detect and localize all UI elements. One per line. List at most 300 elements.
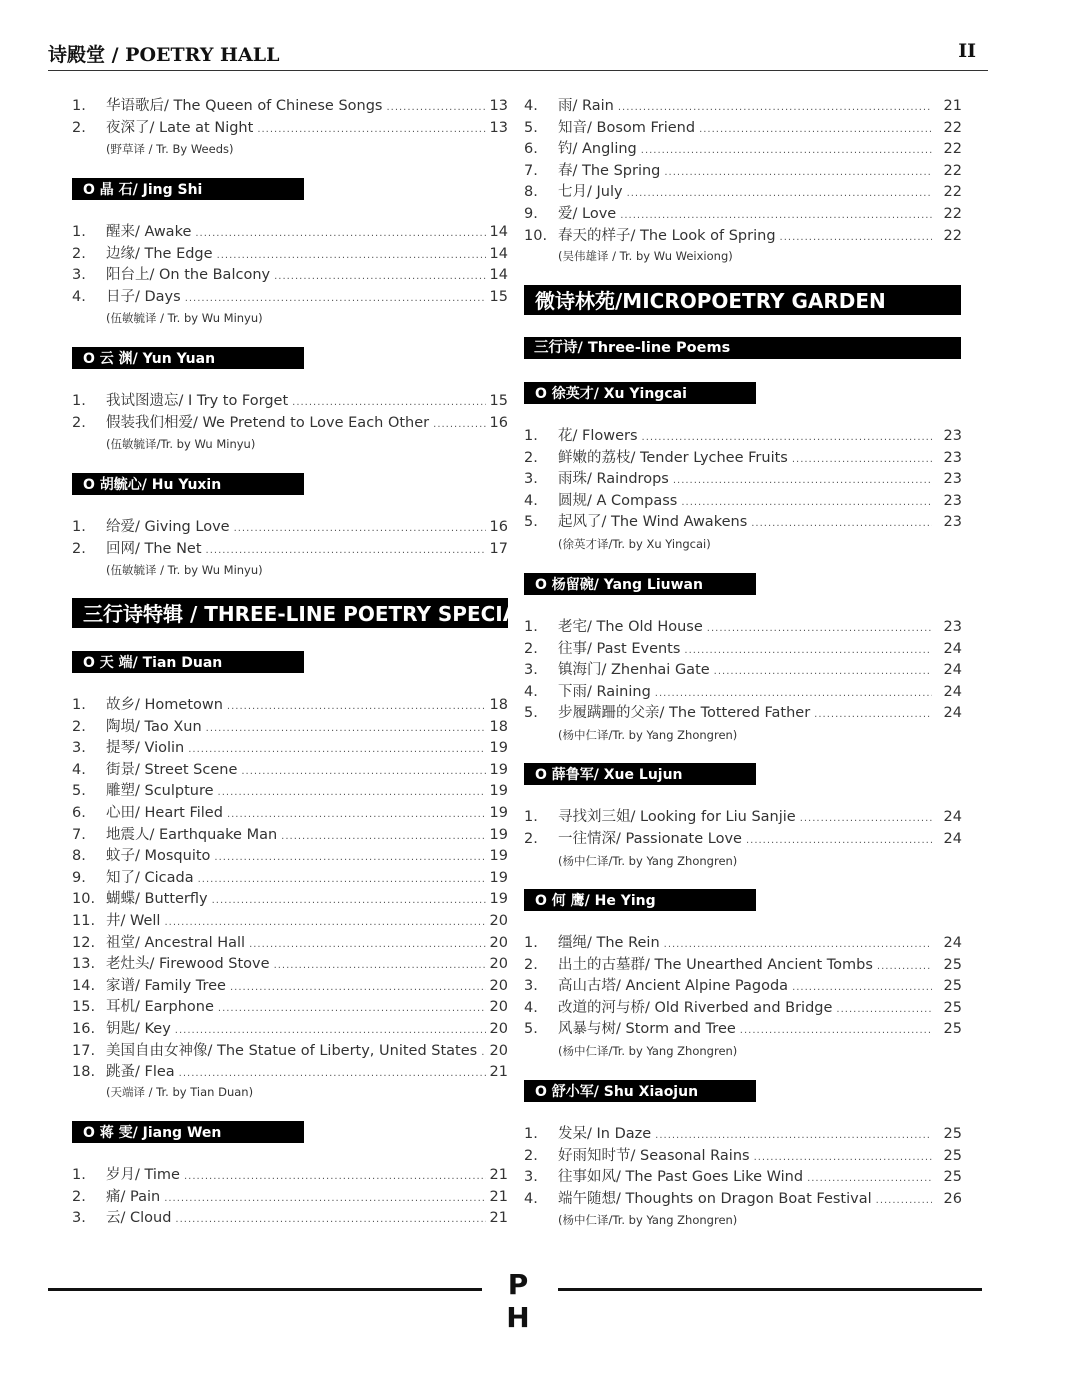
toc-entry[interactable] xyxy=(72,391,508,412)
toc-entry[interactable] xyxy=(524,204,962,225)
entry-page-number: 23 xyxy=(943,514,962,531)
entry-title: 祖堂/ Ancestral Hall xyxy=(106,934,246,951)
entry-title: 蚊子/ Mosquito xyxy=(106,848,211,865)
leader-dots xyxy=(241,761,485,782)
entry-number: 1. xyxy=(524,428,538,444)
author-heading-yunyuan: O 云 渊/ Yun Yuan xyxy=(72,347,304,369)
toc-entry[interactable] xyxy=(72,517,508,538)
entry-number: 7. xyxy=(524,162,538,179)
entry-number: 2. xyxy=(72,414,86,431)
entry-page-number: 18 xyxy=(489,697,508,713)
section-heading: 三行诗特辑 / THREE-LINE POETRY SPECIAL xyxy=(72,598,508,628)
entry-number: 2. xyxy=(72,718,86,735)
leader-dots xyxy=(185,288,486,309)
leader-dots xyxy=(792,449,932,470)
entry-title: 出土的古墓群/ The Unearthed Ancient Tombs xyxy=(558,956,873,973)
leader-dots xyxy=(198,869,486,890)
toc-entry[interactable] xyxy=(524,448,962,469)
leader-dots xyxy=(740,1020,932,1041)
leader-dots xyxy=(214,847,485,868)
entry-page-number: 22 xyxy=(943,206,962,222)
entry-page-number: 13 xyxy=(489,119,508,136)
entry-number: 14. xyxy=(72,977,96,994)
entry-title: 往事如风/ The Past Goes Like Wind xyxy=(558,1169,804,1186)
leader-dots xyxy=(751,513,932,534)
entry-title: 雕塑/ Sculpture xyxy=(106,783,214,800)
section-heading: 微诗林苑/MICROPOETRY GARDEN xyxy=(524,285,961,315)
toc-entry[interactable] xyxy=(524,512,962,533)
entry-number: 2. xyxy=(524,449,538,466)
leader-dots xyxy=(641,140,932,161)
entry-title: 雨珠/ Raindrops xyxy=(558,471,669,488)
entry-title: 春天的样子/ The Look of Spring xyxy=(558,227,776,244)
entry-title: 钓/ Angling xyxy=(558,141,637,158)
entry-page-number: 13 xyxy=(489,98,508,114)
leader-dots xyxy=(257,119,485,140)
entry-title: 云/ Cloud xyxy=(106,1210,172,1227)
author-heading-jiangwen: O 蒋 雯/ Jiang Wen xyxy=(72,1121,304,1143)
entry-page-number: 14 xyxy=(489,224,508,240)
entry-page-number: 16 xyxy=(489,519,508,535)
entry-title: 回网/ The Net xyxy=(106,540,202,557)
toc-entry[interactable] xyxy=(524,682,962,703)
toc-entry[interactable] xyxy=(72,539,508,560)
entry-page-number: 23 xyxy=(943,449,962,466)
leader-dots xyxy=(230,977,486,998)
entry-number: 10. xyxy=(524,227,548,244)
page-header xyxy=(48,38,988,71)
toc-entry[interactable] xyxy=(72,265,508,286)
leader-dots xyxy=(274,955,486,976)
leader-dots xyxy=(175,1209,485,1230)
entry-number: 2. xyxy=(524,956,538,973)
toc-entry[interactable] xyxy=(524,1146,962,1167)
entry-page-number: 19 xyxy=(489,740,508,757)
entry-page-number: 21 xyxy=(489,1064,508,1081)
toc-entry[interactable] xyxy=(524,807,962,828)
toc-entry[interactable] xyxy=(524,491,962,512)
entry-page-number: 21 xyxy=(489,1188,508,1205)
toc-entry[interactable] xyxy=(72,933,508,954)
entry-title: 美国自由女神像/ The Statue of Liberty, United States xyxy=(106,1042,478,1059)
entry-title: 知音/ Bosom Friend xyxy=(558,119,696,136)
leader-dots xyxy=(481,1042,485,1063)
toc-entry[interactable] xyxy=(72,889,508,910)
toc-entry[interactable] xyxy=(72,868,508,889)
translator-credit: (杨中仁译/Tr. by Yang Zhongren) xyxy=(558,854,738,868)
entry-title: 陶埙/ Tao Xun xyxy=(106,718,202,735)
toc-entry[interactable] xyxy=(524,976,962,997)
entry-number: 3. xyxy=(72,1210,86,1227)
entry-title: 边缘/ The Edge xyxy=(106,245,213,262)
entry-title: 知了/ Cicada xyxy=(106,869,194,886)
entry-page-number: 15 xyxy=(489,393,508,409)
leader-dots xyxy=(655,683,932,704)
entry-page-number: 19 xyxy=(489,761,508,778)
leader-dots xyxy=(664,934,932,955)
toc-entry[interactable] xyxy=(72,1019,508,1040)
entry-number: 3. xyxy=(524,662,538,679)
entry-title: 华语歌后/ The Queen of Chinese Songs xyxy=(106,98,383,114)
entry-title: 镇海门/ Zhenhai Gate xyxy=(558,662,710,679)
translator-credit: (徐英才译/Tr. by Xu Yingcai) xyxy=(558,537,711,551)
leader-dots xyxy=(218,782,486,803)
toc-entry[interactable] xyxy=(524,1167,962,1188)
toc-entry[interactable] xyxy=(524,469,962,490)
toc-entry[interactable] xyxy=(72,825,508,846)
leader-dots xyxy=(673,470,932,491)
entry-title: 雨/ Rain xyxy=(558,98,614,114)
leader-dots xyxy=(836,999,932,1020)
toc-entry[interactable] xyxy=(72,287,508,308)
translator-credit: (天端译 / Tr. by Tian Duan) xyxy=(106,1085,254,1099)
leader-dots xyxy=(292,392,485,413)
toc-entry[interactable] xyxy=(524,829,962,850)
entry-page-number: 15 xyxy=(489,288,508,305)
toc-entry[interactable] xyxy=(524,1189,962,1210)
entry-number: 1. xyxy=(72,697,86,713)
entry-number: 15. xyxy=(72,999,96,1016)
entry-number: 4. xyxy=(72,761,86,778)
toc-entry[interactable] xyxy=(72,760,508,781)
leader-dots xyxy=(800,808,932,829)
entry-number: 2. xyxy=(72,245,86,262)
entry-title: 改道的河与桥/ Old Riverbed and Bridge xyxy=(558,999,833,1016)
entry-number: 5. xyxy=(524,705,538,722)
author-heading-jingshi: O 晶 石/ Jing Shi xyxy=(72,178,304,200)
leader-dots xyxy=(754,1147,932,1168)
toc-entry[interactable] xyxy=(524,161,962,182)
leader-dots xyxy=(780,227,932,248)
entry-page-number: 18 xyxy=(489,718,508,735)
author-heading-tianduan: O 天 端/ Tian Duan xyxy=(72,651,304,673)
entry-page-number: 20 xyxy=(489,977,508,994)
toc-entry[interactable] xyxy=(524,226,962,247)
entry-number: 1. xyxy=(72,98,86,114)
entry-number: 9. xyxy=(72,869,86,886)
entry-page-number: 24 xyxy=(943,640,962,657)
entry-number: 1. xyxy=(524,809,538,825)
entry-page-number: 24 xyxy=(943,705,962,722)
entry-title: 老灶头/ Firewood Stove xyxy=(106,956,270,973)
leader-dots xyxy=(620,205,932,226)
entry-page-number: 21 xyxy=(489,1167,508,1183)
leader-dots xyxy=(807,1168,932,1189)
entry-page-number: 25 xyxy=(943,1126,962,1142)
translator-credit: (杨中仁译/Tr. by Yang Zhongren) xyxy=(558,1213,738,1227)
toc-entry[interactable] xyxy=(72,244,508,265)
entry-number: 4. xyxy=(524,683,538,700)
entry-title: 步履蹒跚的父亲/ The Tottered Father xyxy=(558,705,811,722)
leader-dots xyxy=(792,977,932,998)
leader-dots xyxy=(746,830,932,851)
toc-entry[interactable] xyxy=(72,1165,508,1186)
entry-title: 起风了/ The Wind Awakens xyxy=(558,514,748,531)
entry-title: 给爱/ Giving Love xyxy=(106,519,230,535)
leader-dots xyxy=(206,540,486,561)
entry-title: 钥匙/ Key xyxy=(106,1021,171,1037)
toc-entry[interactable] xyxy=(524,639,962,660)
toc-entry[interactable] xyxy=(72,846,508,867)
author-heading-shuxiaojun: O 舒小军/ Shu Xiaojun xyxy=(524,1080,756,1102)
leader-dots xyxy=(681,492,932,513)
entry-number: 2. xyxy=(72,119,86,136)
entry-title: 心田/ Heart Filed xyxy=(106,805,223,821)
toc-entry[interactable] xyxy=(72,954,508,975)
toc-entry[interactable] xyxy=(72,911,508,932)
toc-entry[interactable] xyxy=(72,997,508,1018)
entry-page-number: 19 xyxy=(489,848,508,865)
entry-title: 缰绳/ The Rein xyxy=(558,935,660,951)
toc-entry[interactable] xyxy=(524,426,962,447)
entry-page-number: 25 xyxy=(943,1169,962,1186)
entry-title: 圆规/ A Compass xyxy=(558,492,678,509)
leader-dots xyxy=(627,183,932,204)
toc-entry[interactable] xyxy=(72,1187,508,1208)
entry-title: 跳蚤/ Flea xyxy=(106,1064,175,1081)
toc-entry[interactable] xyxy=(524,660,962,681)
entry-page-number: 20 xyxy=(489,913,508,929)
entry-title: 耳机/ Earphone xyxy=(106,999,214,1016)
entry-title: 鲜嫩的荔枝/ Tender Lychee Fruits xyxy=(558,449,788,466)
entry-page-number: 17 xyxy=(489,540,508,557)
leader-dots xyxy=(249,934,485,955)
translator-credit: (伍敏毓译/Tr. by Wu Minyu) xyxy=(106,437,256,451)
toc-entry[interactable] xyxy=(72,118,508,139)
entry-title: 假装我们相爱/ We Pretend to Love Each Other xyxy=(106,414,430,431)
toc-entry[interactable] xyxy=(524,933,962,954)
entry-number: 5. xyxy=(72,783,86,800)
toc-entry[interactable] xyxy=(524,1124,962,1145)
translator-credit: (野草译 / Tr. By Weeds) xyxy=(106,142,234,156)
author-heading-xuyingcai: O 徐英才/ Xu Yingcai xyxy=(524,382,756,404)
entry-title: 痛/ Pain xyxy=(106,1188,161,1205)
entry-page-number: 25 xyxy=(943,1021,962,1038)
entry-page-number: 19 xyxy=(489,869,508,886)
leader-dots xyxy=(179,1063,486,1084)
leader-dots xyxy=(218,998,486,1019)
entry-number: 6. xyxy=(524,141,538,158)
toc-entry[interactable] xyxy=(72,222,508,243)
entry-title: 发呆/ In Daze xyxy=(558,1126,652,1142)
entry-number: 12. xyxy=(72,934,96,951)
entry-number: 1. xyxy=(72,224,86,240)
entry-page-number: 25 xyxy=(943,978,962,995)
translator-credit: (杨中仁译/Tr. by Yang Zhongren) xyxy=(558,1044,738,1058)
entry-page-number: 24 xyxy=(943,662,962,679)
toc-entry[interactable] xyxy=(72,976,508,997)
entry-page-number: 20 xyxy=(489,999,508,1016)
entry-title: 端午随想/ Thoughts on Dragon Boat Festival xyxy=(558,1190,872,1207)
entry-page-number: 26 xyxy=(943,1190,962,1207)
toc-entry[interactable] xyxy=(72,738,508,759)
entry-title: 提琴/ Violin xyxy=(106,740,185,757)
page-number: II xyxy=(958,40,976,62)
toc-entry[interactable] xyxy=(524,118,962,139)
leader-dots xyxy=(217,245,486,266)
leader-dots xyxy=(618,97,932,118)
leader-dots xyxy=(714,661,932,682)
leader-dots xyxy=(642,427,932,448)
entry-number: 9. xyxy=(524,206,538,222)
entry-page-number: 21 xyxy=(489,1210,508,1227)
entry-page-number: 25 xyxy=(943,1147,962,1164)
author-heading-yangliuwan: O 杨留碗/ Yang Liuwan xyxy=(524,573,756,595)
magazine-title: 诗殿堂 / POETRY HALL xyxy=(48,44,280,66)
toc-entry[interactable] xyxy=(524,96,962,117)
entry-page-number: 20 xyxy=(489,934,508,951)
entry-number: 13. xyxy=(72,956,96,973)
entry-title: 高山古塔/ Ancient Alpine Pagoda xyxy=(558,978,789,995)
entry-page-number: 24 xyxy=(943,809,962,825)
toc-entry[interactable] xyxy=(524,139,962,160)
entry-title: 老宅/ The Old House xyxy=(558,619,703,635)
entry-number: 4. xyxy=(524,492,538,509)
leader-dots xyxy=(188,739,485,760)
entry-title: 风暴与树/ Storm and Tree xyxy=(558,1021,736,1038)
entry-number: 3. xyxy=(524,978,538,995)
entry-title: 蝴蝶/ Butterfly xyxy=(106,891,208,908)
entry-page-number: 19 xyxy=(489,826,508,843)
toc-entry[interactable] xyxy=(72,781,508,802)
toc-entry[interactable] xyxy=(72,413,508,434)
entry-number: 7. xyxy=(72,826,86,843)
translator-credit: (伍敏毓译 / Tr. by Wu Minyu) xyxy=(106,311,263,325)
entry-number: 4. xyxy=(72,288,86,305)
entry-number: 18. xyxy=(72,1064,96,1081)
entry-page-number: 22 xyxy=(943,162,962,179)
entry-title: 好雨知时节/ Seasonal Rains xyxy=(558,1147,750,1164)
leader-dots xyxy=(184,1166,486,1187)
entry-number: 2. xyxy=(72,540,86,557)
entry-page-number: 19 xyxy=(489,783,508,800)
entry-number: 5. xyxy=(524,1021,538,1038)
entry-page-number: 20 xyxy=(489,1042,508,1059)
toc-entry[interactable] xyxy=(524,703,962,724)
footer-rule-left xyxy=(48,1288,482,1291)
entry-title: 爱/ Love xyxy=(558,206,617,222)
entry-title: 醒来/ Awake xyxy=(106,224,192,240)
entry-number: 1. xyxy=(72,393,86,409)
entry-number: 2. xyxy=(524,640,538,657)
entry-title: 春/ The Spring xyxy=(558,162,661,179)
leader-dots xyxy=(707,618,932,639)
leader-dots xyxy=(664,162,932,183)
leader-dots xyxy=(655,1125,932,1146)
toc-entry[interactable] xyxy=(524,955,962,976)
entry-title: 一往情深/ Passionate Love xyxy=(558,830,742,847)
footer-logo: P H xyxy=(506,1268,534,1334)
entry-title: 家谱/ Family Tree xyxy=(106,977,226,994)
entry-title: 寻找刘三姐/ Looking for Liu Sanjie xyxy=(558,809,796,825)
entry-title: 我试图遗忘/ I Try to Forget xyxy=(106,393,289,409)
leader-dots xyxy=(227,804,486,825)
subsection-heading: 三行诗/ Three-line Poems xyxy=(524,337,961,359)
entry-page-number: 22 xyxy=(943,227,962,244)
entry-number: 4. xyxy=(524,999,538,1016)
entry-page-number: 20 xyxy=(489,1021,508,1037)
leader-dots xyxy=(684,640,932,661)
entry-page-number: 19 xyxy=(489,805,508,821)
leader-dots xyxy=(877,956,932,977)
entry-number: 1. xyxy=(524,619,538,635)
entry-number: 11. xyxy=(72,913,96,929)
entry-page-number: 24 xyxy=(943,830,962,847)
entry-title: 花/ Flowers xyxy=(558,428,638,444)
entry-title: 街景/ Street Scene xyxy=(106,761,238,778)
entry-page-number: 20 xyxy=(489,956,508,973)
entry-title: 七月/ July xyxy=(558,184,623,201)
entry-number: 5. xyxy=(524,119,538,136)
entry-title: 阳台上/ On the Balcony xyxy=(106,267,271,284)
entry-title: 下雨/ Raining xyxy=(558,683,651,700)
toc-entry[interactable] xyxy=(524,998,962,1019)
entry-number: 3. xyxy=(524,1169,538,1186)
entry-page-number: 21 xyxy=(943,98,962,114)
toc-entry[interactable] xyxy=(72,1208,508,1229)
entry-page-number: 22 xyxy=(943,184,962,201)
entry-number: 5. xyxy=(524,514,538,531)
entry-number: 4. xyxy=(524,98,538,114)
entry-title: 往事/ Past Events xyxy=(558,640,681,657)
leader-dots xyxy=(433,414,485,435)
entry-title: 故乡/ Hometown xyxy=(106,697,223,713)
author-heading-xuelujun: O 薛鲁军/ Xue Lujun xyxy=(524,763,756,785)
leader-dots xyxy=(876,1190,932,1211)
entry-page-number: 25 xyxy=(943,999,962,1016)
entry-title: 夜深了/ Late at Night xyxy=(106,119,254,136)
entry-page-number: 24 xyxy=(943,683,962,700)
leader-dots xyxy=(814,704,932,725)
entry-number: 6. xyxy=(72,805,86,821)
entry-title: 岁月/ Time xyxy=(106,1167,180,1183)
toc-entry[interactable] xyxy=(524,182,962,203)
toc-entry[interactable] xyxy=(72,96,508,117)
entry-number: 3. xyxy=(72,740,86,757)
entry-page-number: 23 xyxy=(943,619,962,635)
toc-entry[interactable] xyxy=(72,1041,508,1062)
toc-entry[interactable] xyxy=(524,617,962,638)
leader-dots xyxy=(164,1188,485,1209)
entry-title: 井/ Well xyxy=(106,913,161,929)
entry-page-number: 16 xyxy=(489,414,508,431)
entry-page-number: 19 xyxy=(489,891,508,908)
entry-page-number: 23 xyxy=(943,492,962,509)
leader-dots xyxy=(195,223,485,244)
entry-page-number: 23 xyxy=(943,471,962,488)
toc-entry[interactable] xyxy=(524,1019,962,1040)
entry-number: 8. xyxy=(524,184,538,201)
entry-number: 10. xyxy=(72,891,96,908)
footer-rule-right xyxy=(558,1288,982,1291)
entry-title: 地震人/ Earthquake Man xyxy=(106,826,278,843)
toc-entry[interactable] xyxy=(72,695,508,716)
entry-number: 1. xyxy=(72,519,86,535)
entry-number: 16. xyxy=(72,1021,96,1037)
translator-credit: (伍敏毓译 / Tr. by Wu Minyu) xyxy=(106,563,263,577)
entry-number: 3. xyxy=(524,471,538,488)
leader-dots xyxy=(281,826,485,847)
leader-dots xyxy=(175,1020,486,1041)
entry-number: 1. xyxy=(524,935,538,951)
entry-page-number: 25 xyxy=(943,956,962,973)
author-heading-huyuxin: O 胡毓心/ Hu Yuxin xyxy=(72,473,304,495)
toc-entry[interactable] xyxy=(72,717,508,738)
toc-entry[interactable] xyxy=(72,1062,508,1083)
author-heading-heying: O 何 鹰/ He Ying xyxy=(524,889,756,911)
translator-credit: (吴伟雄译 / Tr. by Wu Weixiong) xyxy=(558,249,733,263)
toc-entry[interactable] xyxy=(72,803,508,824)
